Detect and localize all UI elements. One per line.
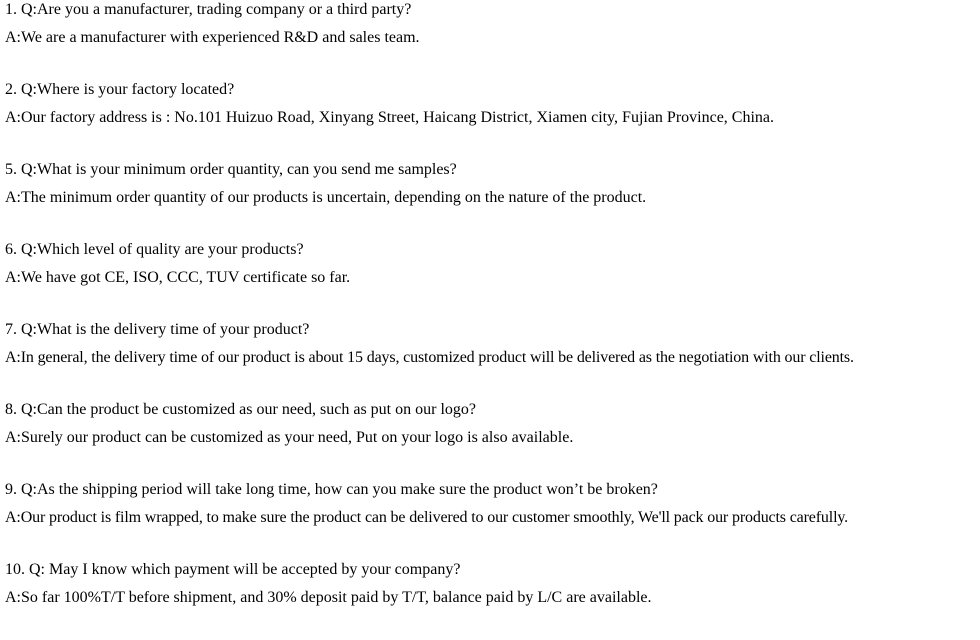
faq-question: 6. Q:Which level of quality are your products? <box>5 241 304 258</box>
faq-answer: A:So far 100%T/T before shipment, and 30% deposit paid by T/T, balance paid by L/C are available. <box>5 589 652 606</box>
faq-item <box>5 320 980 400</box>
faq-answer: A:The minimum order quantity of our products is uncertain, depending on the nature of the product. <box>5 189 647 206</box>
faq-answer: A:Our product is film wrapped, to make sure the product can be delivered to our customer smoothly, We'll pack our products carefully. <box>5 509 849 526</box>
faq-item <box>5 160 980 240</box>
faq-answer: A:We have got CE, ISO, CCC, TUV certificate so far. <box>5 269 351 286</box>
faq-question: 7. Q:What is the delivery time of your product? <box>5 321 310 338</box>
faq-question: 8. Q:Can the product be customized as our need, such as put on our logo? <box>5 401 476 418</box>
faq-question: 5. Q:What is your minimum order quantity, can you send me samples? <box>5 161 457 178</box>
faq-item <box>5 80 980 160</box>
faq-item <box>5 400 980 480</box>
faq-answer: A:In general, the delivery time of our product is about 15 days, customized product will be delivered as the negotiation with our clients. <box>5 349 854 366</box>
faq-item <box>5 0 980 80</box>
faq-answer: A:We are a manufacturer with experienced R&D and sales team. <box>5 29 420 46</box>
faq-question: 1. Q:Are you a manufacturer, trading company or a third party? <box>5 1 412 18</box>
faq-item <box>5 480 980 560</box>
faq-item <box>5 560 980 640</box>
faq-list <box>5 0 980 640</box>
faq-answer: A:Our factory address is : No.101 Huizuo Road, Xinyang Street, Haicang District, Xiamen city, Fujian Province, China. <box>5 109 775 126</box>
faq-question: 10. Q: May I know which payment will be accepted by your company? <box>5 561 461 578</box>
faq-question: 2. Q:Where is your factory located? <box>5 81 235 98</box>
faq-question: 9. Q:As the shipping period will take long time, how can you make sure the product won’t be broken? <box>5 481 658 498</box>
faq-answer: A:Surely our product can be customized as your need, Put on your logo is also available. <box>5 429 574 446</box>
faq-item <box>5 240 980 320</box>
